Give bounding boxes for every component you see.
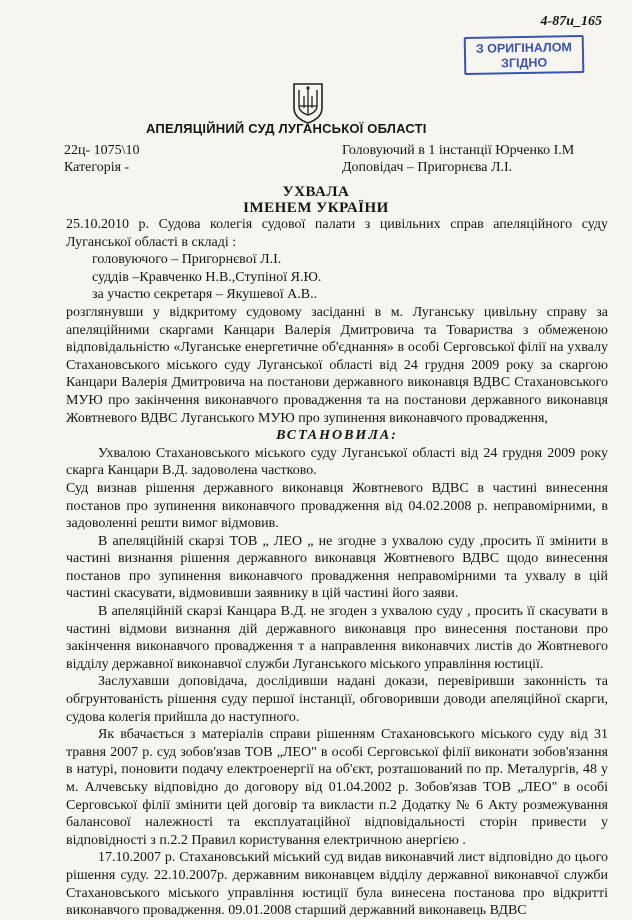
paragraph-enforcement: 17.10.2007 р. Стахановський міський суд видав виконавчий лист відповідно до цього рішення суду. 22.10.2007р. державним виконавцем відділу державної виконавчої служби Стахановського міського управління юстиції була винесена постанова про відкритті виконавчого провадження. 09.01.2008 старший державний виконавець ВДВС — [66, 850, 608, 919]
establish-heading: ВСТАНОВИЛА: — [276, 428, 398, 444]
paragraph-appeal-kantsara: В апеляційній скарзі Канцара В.Д. не згоден з ухвалою суду , просить її скасувати в частині відмови визнання дій державного виконавця про винесення постанови про закінчення виконавчого провадження т а направлення виконавчих листів до Жовтневого відділу державної виконавчої служби Луганського міського управління юстиції. — [66, 604, 608, 672]
document-body — [66, 216, 608, 920]
paragraph-considered: розглянувши у відкритому судовому засіданні в м. Луганську цивільну справу за апеляційними скаргами Канцари Валерія Дмитровича та Товариства з обмеженою відповідальністю «Луганське енергетичне об'єднання» в особі Серговської філії на ухвалу Стахановського міського суду Луганської області від 24 грудня 2009 року за скаргою Канцари Валерія Дмитровича на постанови державного виконавця ВДВС Стахановського МУЮ про закінчення виконавчого провадження та на постанови державного виконавця Жовтневого ВДВС Луганського МУЮ про зупинення виконавчого провадження, — [66, 304, 608, 426]
case-meta-left — [64, 142, 140, 176]
panel-presiding: головуючого – Пригорнєвої Л.І. — [92, 252, 282, 268]
stamp-line-2: ЗГІДНО — [500, 55, 548, 71]
panel-judges: суддів –Кравченко Н.В.,Ступіної Я.Ю. — [92, 269, 322, 285]
case-number: 22ц- 1075\10 — [64, 143, 140, 158]
paragraph-deliberation: Заслухавши доповідача, дослідивши надані докази, перевіривши законність та обгрунтованість рішення суду першої інстанції, обговоривши доводи апеляційної скарги, судова колегія прийшла до наступного. — [66, 674, 608, 725]
paragraph-intro: 25.10.2010 р. Судова колегія судової палати з цивільних справ апеляційного суду Луганської області в складі : — [66, 217, 608, 250]
presiding-first-instance: Головуючий в 1 інстанції Юрченко І.М — [342, 143, 575, 158]
document-subtitle: ІМЕНЕМ УКРАЇНИ — [243, 200, 389, 216]
rapporteur: Доповідач – Пригорнєва Л.І. — [342, 160, 513, 175]
archive-number: 4-87и_165 — [540, 14, 602, 29]
panel-secretary: за участю секретаря – Якушевої А.В.. — [92, 287, 318, 303]
court-name: АПЕЛЯЦІЙНИЙ СУД ЛУГАНСЬКОЇ ОБЛАСТІ — [146, 121, 427, 136]
document-title: УХВАЛА — [282, 184, 350, 200]
coat-of-arms-icon — [291, 82, 325, 124]
stamp-line-1: З ОРИГІНАЛОМ — [475, 40, 573, 56]
paragraph-ruling: Ухвалою Стахановського міського суду Луганської області від 24 грудня 2009 року скарга Канцари В.Д. задоволена частково. — [66, 445, 608, 479]
paragraph-court-decision: Суд визнав рішення державного виконавця Жовтневого ВДВС в частині винесення постанов про зупинення виконавчого провадження від 04.02.2008 р. неправомірними, в задоволенні решти вимог відмовив. — [66, 480, 608, 532]
case-category: Категорія - — [64, 160, 130, 175]
paragraph-appeal-leo: В апеляційній скарзі ТОВ „ ЛЕО „ не згодне з ухвалою суду ,просить її змінити в частині визнання рішення державного виконавця Жовтневого ВДВС щодо винесення постанов про зупинення виконавчого провадження неправомірними та ухвалу в цій частині скасувати, відмовивши заявнику в цій частині його заяви. — [66, 533, 608, 602]
certified-copy-stamp — [464, 35, 585, 75]
case-meta-right — [342, 142, 574, 176]
paragraph-case-materials: Як вбачається з матеріалів справи рішенням Стахановського міського суду від 31 травня 2007 р. суд зобов'язав ТОВ „ЛЕО" в особі Серговської філії виконати зобов'язання в натурі, поновити подачу електроенергії на об'єкт, розташований по пр. Металургів, 48 у м. Алчевську відповідно до договору від 01.04.2002 р. Зобов'язав ТОВ „ЛЕО" в особі Серговської філії змінити цей договір та викласти п.2 Додатку № 6 Акту розмежування балансової належності та експлуатаційної відповідальності сторін привести у відповідності з п.2.2 Правил користування електричною анергією . — [66, 727, 608, 848]
